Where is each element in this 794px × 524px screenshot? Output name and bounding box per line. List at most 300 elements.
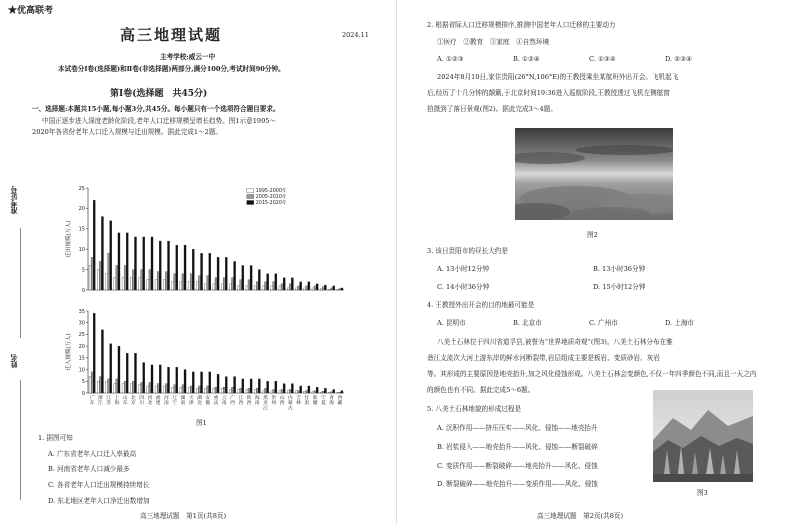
bar <box>231 387 233 393</box>
x-tick-label: 云 <box>221 396 227 401</box>
bar <box>254 389 256 393</box>
y-tick-label: 10 <box>78 367 85 374</box>
x-tick-label: 西 <box>246 401 252 407</box>
bar <box>248 388 250 393</box>
bar <box>188 387 190 393</box>
x-tick-label: 疆 <box>312 401 318 407</box>
bar <box>182 385 184 393</box>
bar <box>262 391 264 393</box>
x-tick-label: 新 <box>312 396 318 401</box>
x-tick-label: 贵 <box>271 396 277 401</box>
question-1-stem: 1. 据图可知 <box>38 434 73 442</box>
x-tick-label: 海 <box>114 401 120 407</box>
bar <box>122 278 124 290</box>
question-3-option-d[interactable]: D. 15小时12分钟 <box>593 283 646 291</box>
bar <box>324 388 326 393</box>
bar <box>221 388 223 393</box>
bar <box>213 284 215 290</box>
exam-title: 高三地理试题 <box>120 26 223 44</box>
binding-line <box>20 380 21 500</box>
x-tick-label: 重 <box>213 396 219 401</box>
y-tick-label: 20 <box>78 343 85 350</box>
bar <box>322 391 324 393</box>
x-tick-label: 黑 <box>263 396 268 401</box>
passage-line: 的颜色也有不同。据此完成5～6题。 <box>427 386 535 394</box>
bar <box>174 274 176 290</box>
figure-2-caption: 图2 <box>587 231 598 239</box>
y-tick-label: 0 <box>81 287 85 294</box>
x-tick-label: 湖 <box>197 396 202 401</box>
bar <box>89 377 91 393</box>
bar <box>316 284 318 290</box>
question-3-option-a[interactable]: A. 13小时12分钟 <box>437 265 490 273</box>
x-tick-label: 河 <box>147 396 153 401</box>
x-tick-label: 宁 <box>172 401 178 407</box>
bar <box>209 253 211 290</box>
bar <box>231 278 233 290</box>
bar <box>265 388 267 393</box>
bar <box>97 270 99 290</box>
bar <box>341 288 343 290</box>
bar <box>250 266 252 290</box>
bar <box>141 270 143 290</box>
bar <box>273 282 275 290</box>
y-axis-label: 迁入规模(万人) <box>66 333 72 371</box>
y-axis-label: 迁出规模(万人) <box>66 220 72 258</box>
bar <box>240 388 242 393</box>
bar <box>163 386 165 393</box>
bar <box>114 384 116 393</box>
bar <box>248 280 250 290</box>
question-3-option-c[interactable]: C. 14小时36分钟 <box>437 283 490 291</box>
figure-3-caption: 图3 <box>697 489 708 497</box>
legend-swatch <box>247 195 254 199</box>
bar <box>287 288 289 290</box>
y-tick-label: 20 <box>78 206 85 213</box>
bar <box>306 286 308 290</box>
bar <box>99 261 101 290</box>
x-tick-label: 福 <box>155 396 161 401</box>
bar <box>101 217 103 290</box>
bar <box>157 384 159 393</box>
passage-line: 2020年各省份老年人口迁入规模与迁出规模。据此完成1～2题。 <box>32 128 223 136</box>
bar <box>291 384 293 393</box>
bar <box>246 286 248 290</box>
legend-swatch <box>247 201 254 205</box>
x-tick-label: 吉 <box>296 396 301 401</box>
bar <box>265 282 267 290</box>
x-tick-label: 南 <box>221 401 227 407</box>
bar <box>281 389 283 393</box>
bar <box>234 261 236 290</box>
bar <box>308 282 310 290</box>
bar <box>201 253 203 290</box>
bar <box>91 257 93 290</box>
bar <box>256 282 258 290</box>
bar <box>184 370 186 393</box>
bar <box>258 379 260 393</box>
bar <box>256 388 258 393</box>
x-tick-label: 甘 <box>304 396 310 401</box>
binding-line <box>20 228 21 338</box>
bar <box>279 286 281 290</box>
bar <box>262 286 264 290</box>
bar <box>124 266 126 290</box>
bar <box>165 272 167 290</box>
x-tick-label: 江 <box>97 401 103 407</box>
host-school: 主考学校:威云一中 <box>160 53 216 61</box>
question-4-option-a[interactable]: A. 昆明市 <box>437 319 466 327</box>
bar <box>165 384 167 393</box>
bar <box>93 200 95 290</box>
bar <box>106 381 108 393</box>
x-tick-label: 海 <box>254 396 260 401</box>
bar <box>298 391 300 393</box>
bar <box>316 387 318 393</box>
bar <box>306 391 308 393</box>
x-tick-label: 建 <box>155 401 161 407</box>
bar <box>304 391 306 393</box>
question-5-option-b[interactable]: B. 岩浆侵入——地壳抬升——风化、侵蚀——断裂破碎 <box>437 443 598 451</box>
bar <box>180 387 182 393</box>
question-5-stem: 5. 八美土石林地貌的形成过程是 <box>427 405 522 413</box>
bar <box>221 284 223 290</box>
x-tick-label: 苏 <box>106 401 112 407</box>
x-tick-label: 山 <box>279 396 285 401</box>
bar <box>176 245 178 290</box>
bar <box>192 372 194 393</box>
x-tick-label: 林 <box>296 401 301 407</box>
bar <box>242 266 244 290</box>
x-tick-label: 陕 <box>246 396 252 401</box>
x-tick-label: 夏 <box>320 401 326 407</box>
bar <box>271 391 273 393</box>
bar <box>283 384 285 393</box>
bar <box>339 289 341 290</box>
bar <box>141 382 143 393</box>
x-tick-label: 四 <box>139 396 145 401</box>
bar <box>331 392 333 393</box>
question-2-option-a[interactable]: A. ①②③ <box>437 55 464 63</box>
bar <box>250 379 252 393</box>
bar <box>130 278 132 290</box>
bar <box>114 278 116 290</box>
bar <box>295 391 297 393</box>
x-tick-label: 天 <box>188 396 194 401</box>
bar <box>275 381 277 393</box>
bar <box>215 387 217 393</box>
bar <box>258 270 260 290</box>
bar <box>122 384 124 393</box>
bar <box>271 286 273 290</box>
x-tick-label: 南 <box>180 401 186 407</box>
bar <box>198 386 200 393</box>
bar <box>283 278 285 290</box>
section-title: 第Ⅰ卷(选择题 共45分) <box>110 89 208 99</box>
bar <box>157 272 159 290</box>
bar <box>207 276 209 290</box>
bar <box>134 237 136 290</box>
bar <box>143 237 145 290</box>
y-tick-label: 5 <box>81 379 85 386</box>
bar <box>300 386 302 393</box>
legend-swatch <box>247 189 254 193</box>
bar <box>167 367 169 393</box>
bar <box>254 286 256 290</box>
question-1-option-a[interactable]: A. 广东省老年人口迁入率最高 <box>48 450 137 458</box>
bar <box>134 353 136 393</box>
bar <box>242 379 244 393</box>
bar <box>229 389 231 393</box>
bar <box>172 387 174 393</box>
y-tick-label: 35 <box>78 308 85 315</box>
bar <box>320 392 322 393</box>
x-tick-label: 辽 <box>172 396 178 401</box>
bar <box>93 313 95 393</box>
question-5-option-c[interactable]: C. 变质作用——断裂破碎——地壳抬升——风化、侵蚀 <box>437 462 598 470</box>
passage-line: 中国正逐步进入深度老龄化阶段,老年人口迁移规模呈增长趋势。图1示意1995～ <box>42 117 277 125</box>
x-tick-label: 蒙 <box>287 401 293 407</box>
bar <box>159 365 161 393</box>
bar <box>155 280 157 290</box>
question-2-option-d[interactable]: D. ②③④ <box>665 55 692 63</box>
bar <box>273 389 275 393</box>
bar <box>116 379 118 393</box>
bar <box>304 288 306 290</box>
bar <box>275 274 277 290</box>
bar <box>151 237 153 290</box>
bar <box>287 391 289 393</box>
bar <box>139 385 141 393</box>
bar <box>172 282 174 290</box>
bar <box>331 288 333 290</box>
x-tick-label: 河 <box>164 396 169 401</box>
bar <box>151 365 153 393</box>
bar <box>246 389 248 393</box>
passage-line: 2024年8月10日,家住贵阳(26°N,106°E)的王教授乘坐某航班外出开会。飞机起飞 <box>437 73 679 81</box>
bar <box>147 280 149 290</box>
bar <box>234 377 236 393</box>
bar <box>196 282 198 290</box>
exam-instruction: 本试卷分Ⅰ卷(选择题)和Ⅱ卷(非选择题)两部分,满分100分,考试时间90分钟。 <box>58 65 285 73</box>
question-2-items: ①医疗 ②教育 ③家庭 ④自然环境 <box>437 38 550 46</box>
bar <box>329 392 331 393</box>
emigration-chart <box>60 180 350 300</box>
question-1-option-d[interactable]: D. 东北地区老年人口净迁出数增加 <box>48 497 150 505</box>
y-tick-label: 15 <box>78 226 85 233</box>
bar <box>143 363 145 393</box>
exam-date: 2024.11 <box>342 31 369 39</box>
bar <box>108 379 110 393</box>
bar <box>320 289 322 290</box>
y-tick-label: 30 <box>78 320 85 327</box>
bar <box>149 382 151 393</box>
bar <box>116 266 118 290</box>
bar <box>205 388 207 393</box>
x-tick-label: 宁 <box>320 396 326 401</box>
x-tick-label: 山 <box>122 396 128 401</box>
page-footer: 高三地理试题 第2页(共8页) <box>537 512 624 520</box>
bar <box>225 257 227 290</box>
question-2-option-c[interactable]: C. ①③④ <box>589 55 616 63</box>
bar <box>312 288 314 290</box>
question-3-option-b[interactable]: B. 13小时36分钟 <box>593 265 646 273</box>
bar <box>217 257 219 290</box>
bar <box>167 241 169 290</box>
bar <box>267 274 269 290</box>
bar <box>99 377 101 393</box>
bar <box>201 372 203 393</box>
x-tick-label: 川 <box>139 401 145 407</box>
section-intro: 一、选择题:本题共15小题,每小题3分,共45分。每小题只有一个选项符合题目要求。 <box>32 105 280 113</box>
bar <box>106 274 108 290</box>
x-tick-label: 西 <box>238 401 244 407</box>
bar <box>225 377 227 393</box>
bar <box>209 372 211 393</box>
bar <box>308 386 310 393</box>
bar <box>124 381 126 393</box>
bar <box>188 282 190 290</box>
bar <box>147 386 149 393</box>
x-tick-label: 龙 <box>263 401 268 407</box>
bar <box>174 385 176 393</box>
bar <box>190 386 192 393</box>
bar <box>108 253 110 290</box>
question-2-stem: 2. 根据省际人口迁移规模排序,推测中国老年人口迁移的主要动力 <box>427 21 616 29</box>
bar <box>130 384 132 393</box>
bar <box>217 374 219 393</box>
bar <box>295 288 297 290</box>
bar <box>215 278 217 290</box>
x-tick-label: 广 <box>89 396 95 401</box>
bar <box>312 392 314 393</box>
x-tick-label: 北 <box>131 396 136 401</box>
question-4-option-b[interactable]: B. 北京市 <box>513 319 542 327</box>
page-2 <box>397 0 794 524</box>
x-tick-label: 州 <box>271 401 277 407</box>
y-tick-label: 25 <box>78 185 85 192</box>
bar <box>126 353 128 393</box>
question-4-option-c[interactable]: C. 广州市 <box>589 319 618 327</box>
x-tick-label: 广 <box>230 396 235 401</box>
question-5-option-a[interactable]: A. 沉积作用——挤压压实——风化、侵蚀——地壳抬升 <box>437 424 598 432</box>
bar <box>289 389 291 393</box>
bar <box>238 286 240 290</box>
x-tick-label: 江 <box>106 396 112 401</box>
x-tick-label: 西 <box>279 401 285 407</box>
bar <box>118 233 120 290</box>
bar <box>314 286 316 290</box>
x-tick-label: 津 <box>188 401 194 407</box>
bar <box>207 386 209 393</box>
legend-label: 2005-2010年 <box>255 195 287 200</box>
bar <box>291 278 293 290</box>
x-tick-label: 江 <box>238 396 244 401</box>
y-tick-label: 5 <box>81 267 85 274</box>
x-tick-label: 北 <box>197 401 202 407</box>
bar <box>322 287 324 290</box>
x-tick-label: 古 <box>287 406 293 412</box>
y-tick-label: 0 <box>81 390 85 397</box>
bar <box>110 344 112 393</box>
bar <box>279 391 281 393</box>
x-tick-label: 江 <box>263 406 268 412</box>
figure-1-caption: 图1 <box>196 419 207 427</box>
earth-forest-photo <box>653 390 753 482</box>
question-1-option-c[interactable]: C. 各省老年人口迁出规模持续增长 <box>48 481 150 489</box>
bar <box>267 381 269 393</box>
bar <box>118 346 120 393</box>
bar <box>176 367 178 393</box>
bar <box>184 245 186 290</box>
x-tick-label: 湖 <box>180 396 186 401</box>
x-tick-label: 南 <box>164 401 169 407</box>
x-tick-label: 东 <box>89 401 95 407</box>
bar <box>333 389 335 393</box>
passage-line: 等。其形成的主要原因是地壳抬升,加之风化侵蚀形成。八美土石林会变颜色,不仅一年四季颜色不同,而且一天之内 <box>427 370 757 378</box>
x-tick-label: 安 <box>205 396 211 401</box>
immigration-chart <box>60 303 350 415</box>
bar <box>333 286 335 290</box>
bar <box>198 276 200 290</box>
bar <box>341 391 343 393</box>
bar <box>101 330 103 393</box>
bar <box>190 274 192 290</box>
legend-label: 1995-2000年 <box>255 189 287 194</box>
bar <box>126 233 128 290</box>
bar <box>300 282 302 290</box>
x-tick-label: 东 <box>122 401 128 407</box>
passage-line: 拍摄到了落日景观(图2)。据此完成3～4题。 <box>427 105 557 113</box>
x-tick-label: 南 <box>254 401 260 407</box>
bar <box>240 280 242 290</box>
y-tick-label: 15 <box>78 355 85 362</box>
question-4-stem: 4. 王教授外出开会的目的地最可能是 <box>427 301 535 309</box>
bar <box>213 388 215 393</box>
x-tick-label: 海 <box>329 401 335 407</box>
bar <box>238 389 240 393</box>
bar <box>192 249 194 290</box>
bar <box>314 391 316 393</box>
bar <box>205 284 207 290</box>
question-2-option-b[interactable]: B. ①②④ <box>513 55 540 63</box>
bar <box>196 388 198 393</box>
x-tick-label: 肃 <box>304 401 310 407</box>
bar <box>223 278 225 290</box>
bar <box>281 284 283 290</box>
bar <box>132 270 134 290</box>
bar <box>91 372 93 393</box>
brand-label: ★优高联考 <box>8 6 54 16</box>
bar <box>89 266 91 290</box>
bar <box>97 381 99 393</box>
x-tick-label: 北 <box>147 401 153 407</box>
bar <box>163 280 165 290</box>
bar <box>159 241 161 290</box>
legend-label: 2015-2020年 <box>255 201 287 206</box>
question-4-option-d[interactable]: D. 上海市 <box>665 319 695 327</box>
question-1-option-b[interactable]: B. 河南省老年人口减少最多 <box>48 465 130 473</box>
x-tick-label: 浙 <box>97 396 103 401</box>
bar <box>329 289 331 290</box>
bar <box>180 282 182 290</box>
passage-line: 砻江支流次大河上游东岸的鲜水河断裂带,岩层组成主要是板岩、变质砂岩、灰岩 <box>427 354 660 362</box>
bar <box>155 386 157 393</box>
x-tick-label: 西 <box>230 401 235 407</box>
x-tick-label: 西 <box>337 396 343 401</box>
question-5-option-d[interactable]: D. 断裂破碎——地壳抬升——变质作用——风化、侵蚀 <box>437 480 598 488</box>
y-tick-label: 10 <box>78 247 85 253</box>
